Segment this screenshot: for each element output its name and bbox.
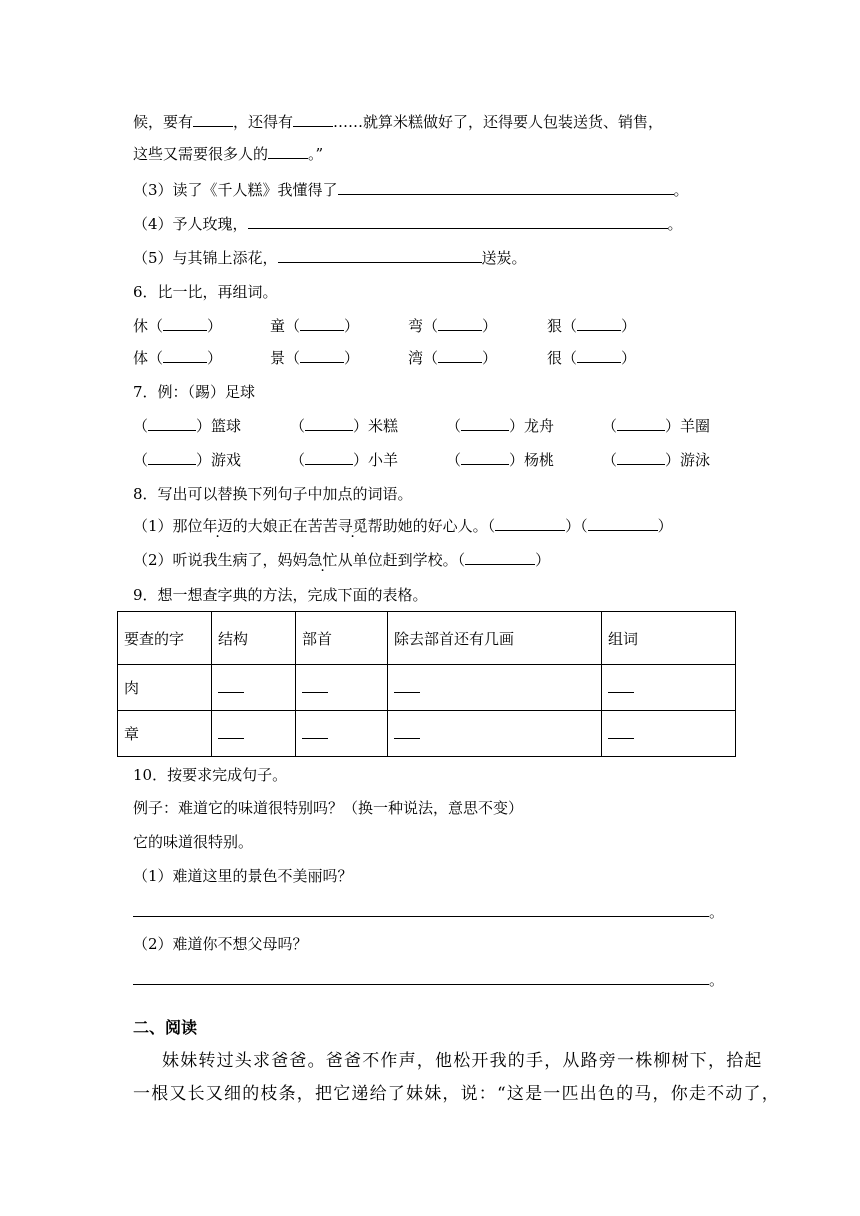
q10-s1-answer xyxy=(133,902,724,922)
q5-line2 xyxy=(133,144,323,164)
answer-blank[interactable] xyxy=(163,348,207,363)
q5-s3 xyxy=(133,180,689,200)
text: 。 xyxy=(709,903,725,921)
answer-blank[interactable] xyxy=(438,348,482,363)
q9-title: 9．想一想查字典的方法，完成下面的表格。 xyxy=(133,586,428,604)
table-row xyxy=(118,665,736,711)
table-header: 组词 xyxy=(602,612,736,665)
table-cell[interactable] xyxy=(602,665,736,711)
answer-blank[interactable] xyxy=(608,726,634,739)
answer-blank[interactable] xyxy=(305,416,353,431)
table-cell[interactable] xyxy=(212,711,296,757)
word: 小羊 xyxy=(368,451,399,469)
answer-blank[interactable] xyxy=(617,450,665,465)
char: 童 xyxy=(270,317,286,335)
answer-blank[interactable] xyxy=(300,316,344,331)
text: 帮助她的好心人。（ xyxy=(367,517,496,535)
answer-blank[interactable] xyxy=(293,112,333,127)
char: 景 xyxy=(270,349,286,367)
word: 杨桃 xyxy=(524,451,555,469)
table-cell[interactable] xyxy=(296,665,388,711)
text: （3）读了《千人糕》我懂得了 xyxy=(133,181,338,199)
text: （1）那位 xyxy=(133,517,203,535)
table-cell[interactable] xyxy=(296,711,388,757)
char: 休 xyxy=(133,317,149,335)
answer-blank[interactable] xyxy=(465,550,535,565)
table-header-row xyxy=(118,612,736,665)
answer-blank[interactable] xyxy=(461,450,509,465)
word: 游戏 xyxy=(211,451,242,469)
q5-s5 xyxy=(133,248,527,268)
table-header: 部首 xyxy=(296,612,388,665)
q8-title: 8．写出可以替换下列句子中加点的词语。 xyxy=(133,485,413,503)
answer-blank[interactable] xyxy=(302,726,328,739)
q5-line1 xyxy=(133,112,663,132)
char: 湾 xyxy=(408,349,424,367)
answer-blank[interactable] xyxy=(577,348,621,363)
dotted-word: 年迈 xyxy=(202,517,233,535)
answer-blank[interactable] xyxy=(302,680,328,693)
answer-blank[interactable] xyxy=(268,144,308,159)
table-row xyxy=(118,711,736,757)
word: 羊圈 xyxy=(680,417,711,435)
answer-blank[interactable] xyxy=(394,680,420,693)
answer-blank[interactable] xyxy=(305,450,353,465)
answer-blank[interactable] xyxy=(438,316,482,331)
text: 。” xyxy=(308,145,324,163)
answer-blank[interactable] xyxy=(300,348,344,363)
answer-blank[interactable] xyxy=(218,726,244,739)
text: 候，要有 xyxy=(133,113,194,131)
word: 米糕 xyxy=(368,417,399,435)
answer-blank[interactable] xyxy=(218,680,244,693)
text: 。 xyxy=(667,215,683,233)
q10-example-answer: 它的味道很特别。 xyxy=(133,833,254,851)
q10-s2-answer xyxy=(133,970,724,990)
char: 弯 xyxy=(408,317,424,335)
text: 这些又需要很多人的 xyxy=(133,145,269,163)
answer-blank[interactable] xyxy=(148,450,196,465)
answer-blank[interactable] xyxy=(394,726,420,739)
answer-blank[interactable] xyxy=(577,316,621,331)
word: 龙舟 xyxy=(524,417,555,435)
answer-blank[interactable] xyxy=(588,516,658,531)
dotted-word: 急忙 xyxy=(307,551,338,569)
text: （5）与其锦上添花， xyxy=(133,249,278,267)
q10-title: 10．按要求完成句子。 xyxy=(133,766,288,784)
text: ……就算米糕做好了，还得要人包装送货、销售， xyxy=(333,113,664,131)
dotted-word: 寻觅 xyxy=(337,517,368,535)
answer-line[interactable] xyxy=(133,970,709,985)
answer-blank[interactable] xyxy=(461,416,509,431)
text: 的大娘正在苦苦 xyxy=(232,517,338,535)
char: 很 xyxy=(547,349,563,367)
word: 游泳 xyxy=(680,451,711,469)
q7-title: 7．例：（踢）足球 xyxy=(133,383,256,401)
table-cell[interactable] xyxy=(388,665,602,711)
text: ） xyxy=(657,517,673,535)
char: 狠 xyxy=(547,317,563,335)
q6-title: 6．比一比，再组词。 xyxy=(133,283,278,301)
q10-s1: （1）难道这里的景色不美丽吗？ xyxy=(133,867,353,885)
answer-blank[interactable] xyxy=(278,248,482,263)
text: 。 xyxy=(709,971,725,989)
text: ，还得有 xyxy=(233,113,294,131)
table-cell-char: 肉 xyxy=(118,665,212,711)
dictionary-table xyxy=(117,611,736,757)
text: 从单位赶到学校。（ xyxy=(337,551,466,569)
answer-line[interactable] xyxy=(133,902,709,917)
q8-s1 xyxy=(133,516,673,536)
text: （2）听说我生病了，妈妈 xyxy=(133,551,308,569)
text: 送炭。 xyxy=(481,249,527,267)
answer-blank[interactable] xyxy=(338,180,674,195)
q8-s2 xyxy=(133,550,550,570)
answer-blank[interactable] xyxy=(608,680,634,693)
char: 体 xyxy=(133,349,149,367)
table-cell[interactable] xyxy=(212,665,296,711)
table-header: 要查的字 xyxy=(118,612,212,665)
answer-blank[interactable] xyxy=(193,112,233,127)
answer-blank[interactable] xyxy=(148,416,196,431)
text: （4）予人玫瑰， xyxy=(133,215,248,233)
reading-paragraph-line1: 妹妹转过头求爸爸。爸爸不作声，他松开我的手，从路旁一株柳树下，拾起 xyxy=(162,1051,763,1071)
text: 。 xyxy=(673,181,689,199)
q5-s4 xyxy=(133,214,683,234)
section-title: 二、阅读 xyxy=(133,1018,198,1037)
table-cell-char: 章 xyxy=(118,711,212,757)
answer-blank[interactable] xyxy=(495,516,565,531)
table-header: 结构 xyxy=(212,612,296,665)
q10-example: 例子：难道它的味道很特别吗？（换一种说法，意思不变） xyxy=(133,799,524,817)
table-cell[interactable] xyxy=(388,711,602,757)
answer-blank[interactable] xyxy=(248,214,668,229)
answer-blank[interactable] xyxy=(163,316,207,331)
text: ）（ xyxy=(565,517,588,535)
table-cell[interactable] xyxy=(602,711,736,757)
answer-blank[interactable] xyxy=(617,416,665,431)
table-header: 除去部首还有几画 xyxy=(388,612,602,665)
q10-s2: （2）难道你不想父母吗？ xyxy=(133,935,308,953)
text: ） xyxy=(535,551,551,569)
reading-paragraph-line2: 一根又长又细的枝条，把它递给了妹妹，说：“这是一匹出色的马，你走不动了， xyxy=(133,1084,780,1104)
word: 篮球 xyxy=(211,417,242,435)
